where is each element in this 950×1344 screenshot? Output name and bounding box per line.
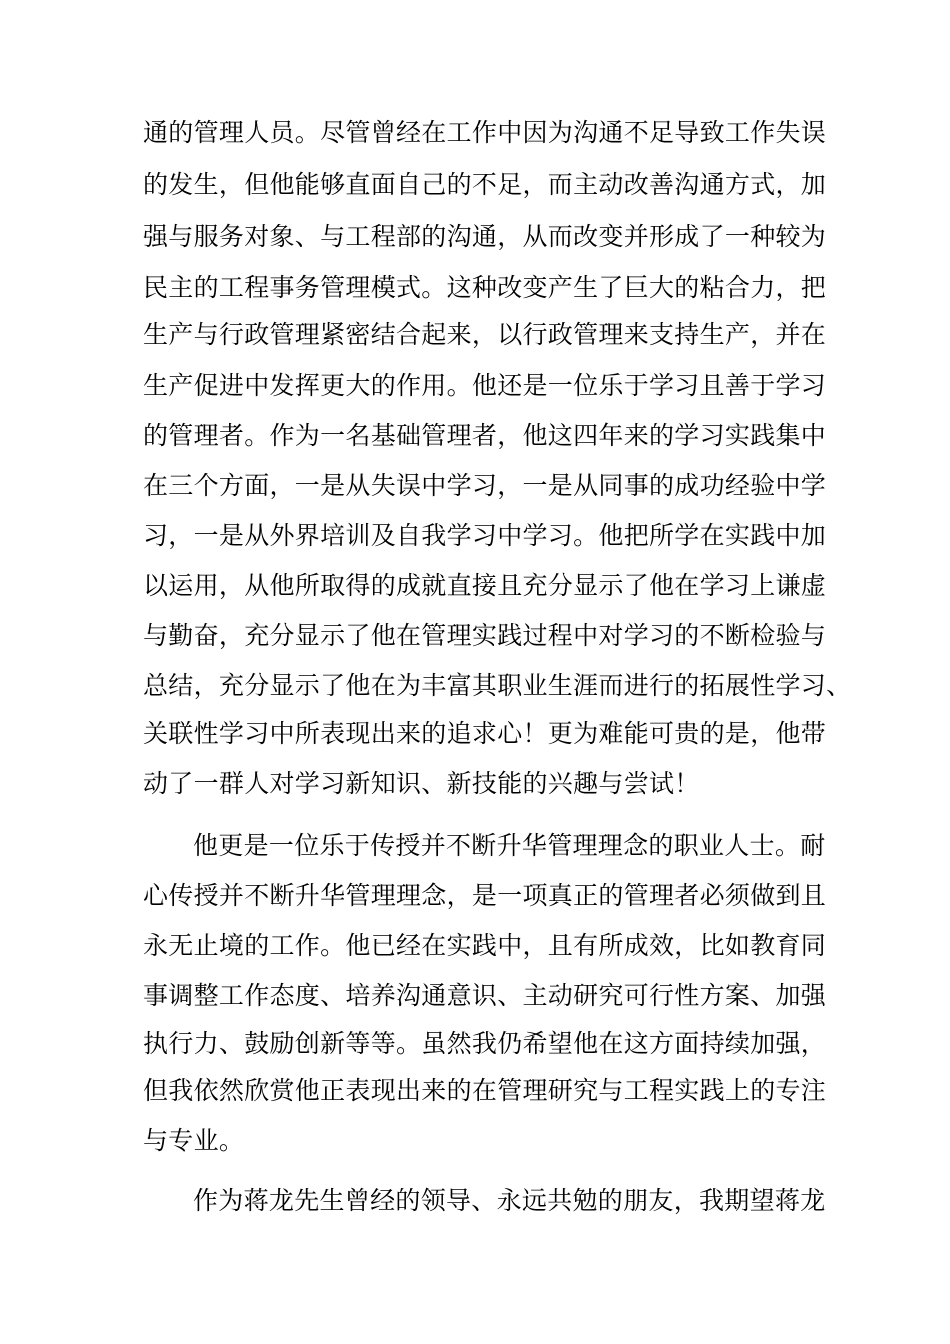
text-line: 动了一群人对学习新知识、新技能的兴趣与尝试！ <box>143 769 700 798</box>
text-line: 作为蒋龙先生曾经的领导、永远共勉的朋友，我期望蒋龙 <box>193 1186 826 1215</box>
text-line: 生产促进中发挥更大的作用。他还是一位乐于学习且善于学习 <box>143 371 827 400</box>
text-line: 永无止境的工作。他已经在实践中，且有所成效，比如教育同 <box>143 931 827 960</box>
text-line: 在三个方面，一是从失误中学习，一是从同事的成功经验中学 <box>143 471 827 500</box>
text-line: 的管理者。作为一名基础管理者，他这四年来的学习实践集中 <box>143 421 827 450</box>
text-line: 与专业。 <box>143 1126 245 1155</box>
text-line: 执行力、鼓励创新等等。虽然我仍希望他在这方面持续加强， <box>143 1029 827 1058</box>
text-line: 以运用，从他所取得的成就直接且充分显示了他在学习上谦虚 <box>143 571 827 600</box>
text-line: 生产与行政管理紧密结合起来，以行政管理来支持生产，并在 <box>143 320 827 349</box>
text-line: 事调整工作态度、培养沟通意识、主动研究可行性方案、加强 <box>143 981 827 1010</box>
text-line: 他更是一位乐于传授并不断升华管理理念的职业人士。耐 <box>193 831 826 860</box>
text-line: 强与服务对象、与工程部的沟通，从而改变并形成了一种较为 <box>143 222 827 251</box>
text-line: 民主的工程事务管理模式。这种改变产生了巨大的粘合力，把 <box>143 273 827 302</box>
text-line: 心传授并不断升华管理理念，是一项真正的管理者必须做到且 <box>143 881 827 910</box>
text-line: 通的管理人员。尽管曾经在工作中因为沟通不足导致工作失误 <box>143 118 827 147</box>
text-line: 的发生，但他能够直面自己的不足，而主动改善沟通方式，加 <box>143 170 827 199</box>
text-line: 与勤奋，充分显示了他在管理实践过程中对学习的不断检验与 <box>143 621 827 650</box>
text-line: 关联性学习中所表现出来的追求心！更为难能可贵的是，他带 <box>143 719 827 748</box>
text-line: 但我依然欣赏他正表现出来的在管理研究与工程实践上的专注 <box>143 1076 827 1105</box>
text-line: 总结，充分显示了他在为丰富其职业生涯而进行的拓展性学习、 <box>143 671 852 700</box>
text-line: 习，一是从外界培训及自我学习中学习。他把所学在实践中加 <box>143 521 827 550</box>
